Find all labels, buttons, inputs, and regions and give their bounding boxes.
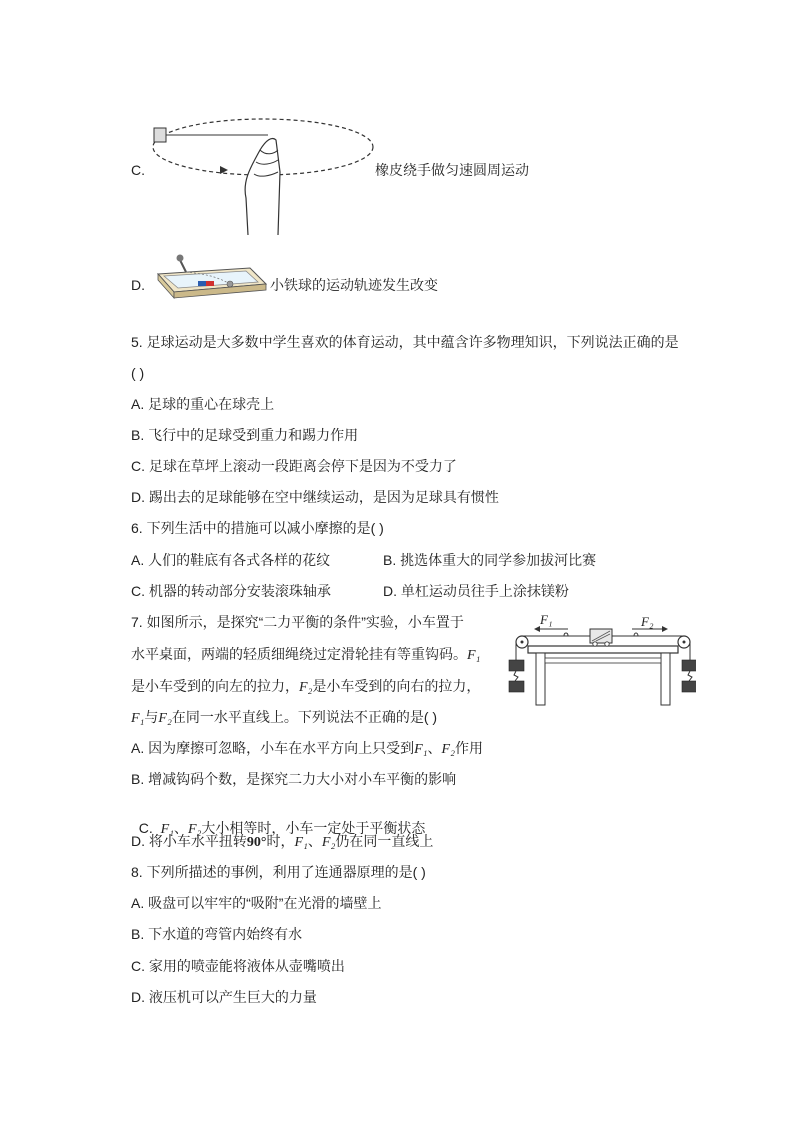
rubber-circular-motion-figure [148, 110, 376, 235]
q6-option-d: D. 单杠运动员往手上涂抹镁粉 [383, 583, 569, 599]
q7-stem-line3 [131, 677, 480, 697]
f1-symbol: F₁ [294, 835, 308, 850]
iron-ball-magnet-figure [154, 250, 268, 300]
q8-option-b: B. 下水道的弯管内始终有水 [131, 926, 303, 942]
q4-option-d-caption: 小铁球的运动轨迹发生改变 [270, 277, 438, 293]
q7-option-d-text-b: 时， [266, 833, 295, 849]
q5-option-b: B. 飞行中的足球受到重力和踢力作用 [131, 427, 359, 443]
q4-option-c-caption: 橡皮绕手做匀速圆周运动 [375, 162, 529, 178]
q7-option-c-letter: C. [138, 820, 161, 836]
q6-stem: 6. 下列生活中的措施可以减小摩擦的是( ) [131, 520, 384, 536]
f2-symbol: F₂ [187, 822, 202, 837]
f1-symbol: F₁ [131, 711, 145, 726]
figure-label-f1: F₁ [540, 612, 553, 627]
separator: 、 [307, 833, 322, 849]
separator: 、 [427, 740, 442, 756]
q7-stem-line2-text: 水平桌面，两端的轻质细绳绕过定滑轮挂有等重钩码。 [131, 646, 467, 662]
q7-option-a [131, 739, 483, 759]
separator: 、 [173, 820, 188, 836]
q5-stem: 5. 足球运动是大多数中学生喜欢的体育运动，其中蕴含许多物理知识，下列说法正确的是 [131, 334, 679, 350]
q7-option-d-text: D. 将小车水平扭转 [131, 833, 247, 849]
q7-option-d-text-end: 仍在同一直线上 [335, 833, 434, 849]
q7-stem-line4-text-a: 与 [144, 709, 159, 725]
f2-symbol: F₂ [441, 742, 455, 757]
q6-option-b: B. 挑选体重大的同学参加拔河比赛 [383, 552, 597, 568]
f1-symbol: F₁ [467, 648, 481, 663]
q8-option-c: C. 家用的喷壶能将液体从壶嘴喷出 [131, 958, 345, 974]
q7-option-a-text: A. 因为摩擦可忽略，小车在水平方向上只受到 [131, 740, 415, 756]
q7-stem-line4-text-b: 在同一水平直线上。下列说法不正确的是( ) [171, 709, 438, 725]
f1-symbol: F₁ [414, 742, 428, 757]
q5-option-d: D. 踢出去的足球能够在空中继续运动，是因为足球具有惯性 [131, 489, 499, 505]
q6-option-c: C. 机器的转动部分安装滚珠轴承 [131, 583, 331, 599]
q7-stem-line4 [131, 708, 437, 728]
q7-option-b: B. 增减钩码个数，是探究二力大小对小车平衡的影响 [131, 771, 457, 787]
q5-answer-paren: ( ) [131, 365, 145, 381]
q4-option-c-letter: C. [131, 162, 145, 178]
q8-option-a: A. 吸盘可以牢牢的“吸附”在光滑的墙壁上 [131, 895, 382, 911]
q7-stem-line2 [131, 645, 480, 665]
q8-stem: 8. 下列所描述的事例，利用了连通器原理的是( ) [131, 864, 426, 880]
q6-option-a: A. 人们的鞋底有各式各样的花纹 [131, 552, 331, 568]
figure-label-f2: F₂ [641, 614, 654, 629]
f2-symbol: F₂ [321, 835, 336, 850]
q7-stem-line3-text-b: 是小车受到的向右的拉力， [312, 678, 481, 694]
q5-option-a: A. 足球的重心在球壳上 [131, 396, 275, 412]
f1-symbol: F₁ [160, 822, 174, 837]
two-force-balance-figure [506, 612, 696, 708]
f2-symbol: F₂ [299, 680, 313, 695]
q7-stem-line3-text-a: 是小车受到的向左的拉力， [131, 678, 299, 694]
angle-value: 90° [246, 835, 267, 850]
q8-option-d: D. 液压机可以产生巨大的力量 [131, 989, 317, 1005]
q7-option-a-text-end: 作用 [454, 740, 483, 756]
q7-option-d [131, 832, 433, 852]
q4-option-d-letter: D. [131, 277, 145, 293]
q5-option-c: C. 足球在草坪上滚动一段距离会停下是因为不受力了 [131, 458, 457, 474]
f2-symbol: F₂ [158, 711, 172, 726]
q7-stem-line1: 7. 如图所示，是探究“二力平衡的条件”实验，小车置于 [131, 614, 464, 630]
q7-option-c-text: 大小相等时，小车一定处于平衡状态 [201, 820, 426, 836]
